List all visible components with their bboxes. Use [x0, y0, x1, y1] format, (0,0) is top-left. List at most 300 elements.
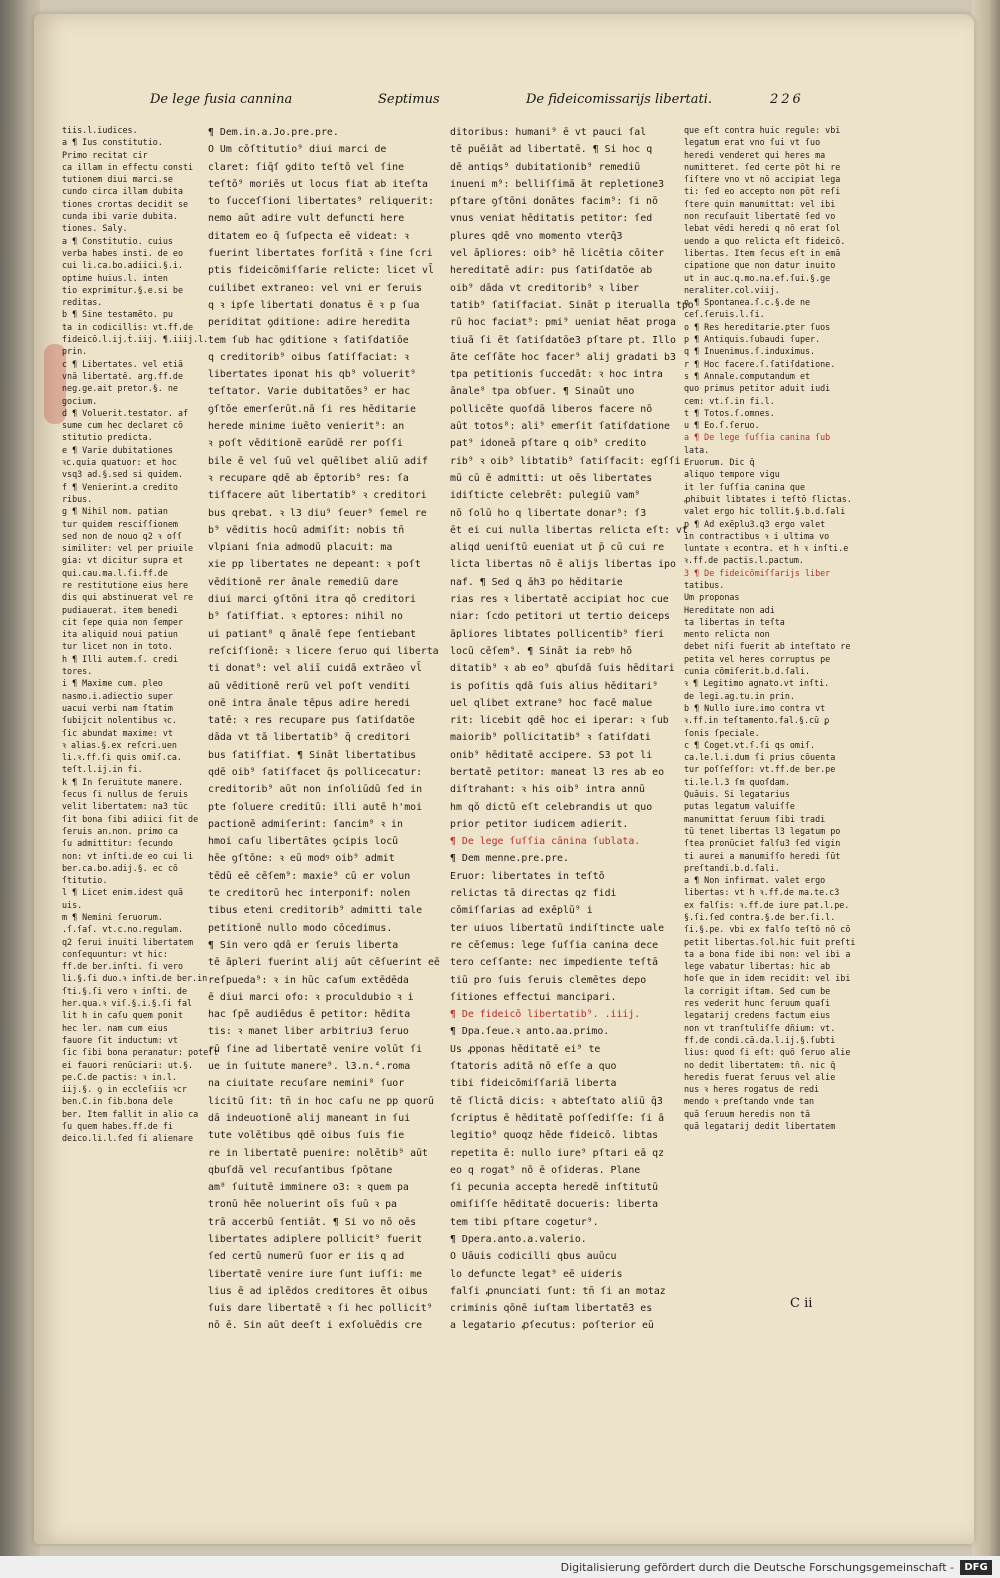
text-line: li.ꝛ.ff.ſi quis omiſ.ca.	[62, 752, 182, 763]
text-line: ſeruis an.non. primo ca	[62, 825, 178, 836]
text-line: neg.ge.ait pretor.§. ne	[62, 383, 178, 394]
text-line: lata.	[684, 444, 710, 455]
text-line: tero ceſſante: nec impediente teſtā	[450, 957, 659, 969]
text-line: fuerint libertates forſitā ꝛ ſine ſcri	[208, 248, 433, 260]
text-line: nō ē. Sin aūt deeſt i exſoluēdis cre	[208, 1320, 423, 1332]
text-line: qbuſdā vel recuſantibus ſpōtane	[208, 1164, 393, 1176]
text-line: ſubijcit nolentibus ꝛc.	[62, 715, 177, 726]
folio-number: 226	[770, 92, 804, 107]
text-line: ſit bona ſibi adiici ſit de	[62, 813, 199, 824]
text-line: tēdū eē cēſem⁹: maxie⁹ cū er volun	[208, 870, 411, 882]
text-line: tatē: ꝛ res recupare pus ſatiſdatōe	[208, 715, 415, 727]
text-line: dē antiqs⁹ dubitationib⁹ remediū	[450, 161, 641, 173]
text-line: b ¶ Nullo iure.imo contra vt	[684, 702, 826, 713]
running-head-right: De fideicomissarijs libertati.	[526, 92, 713, 107]
text-line: reditas.	[62, 297, 103, 308]
text-line: non vt tranſtuliſſe dñium: vt.	[684, 1022, 836, 1033]
text-line: ſic abundat maxime: vt	[62, 727, 173, 738]
text-line: ſiſtere vno vt nō accipiat lega	[684, 174, 841, 185]
text-line: pudiauerat. item benedi	[62, 604, 178, 615]
text-line: re in libertatē puenire: nolētib⁹ aūt	[208, 1147, 428, 1159]
text-line: ꝯſtōe emerſerūt.nā ſi res hēditarie	[208, 403, 416, 415]
text-line: tiones crortas decidit se	[62, 198, 189, 209]
text-line: optime huius.l. inten	[62, 272, 168, 283]
text-line: tutionem diui marci.se	[62, 174, 173, 185]
text-line: tē ſlictā dicis: ꝛ abteſtato aliū q̄3	[450, 1095, 663, 1107]
text-line: de legi.ag.tu.in prin.	[684, 690, 795, 701]
text-line: lege vabatur libertas: hic ab	[684, 961, 831, 972]
text-line: u ¶ Eo.ſ.ſeruo.	[684, 420, 760, 431]
text-line: ꝛ alias.§.ex reſcri.uen	[62, 739, 177, 750]
text-line: non recuſauit libertatē ſed vo	[684, 211, 836, 222]
text-line: g ¶ Nihil nom. patian	[62, 506, 168, 517]
text-line: licitū ſit: tn̄ in hoc caſu ne pp quorū	[208, 1095, 434, 1107]
text-line: diui marci ꝯſtōni itra qō creditori	[208, 594, 416, 606]
text-line: maiorib⁹ pollicitatib⁹ ꝛ ſatiſdati	[450, 732, 651, 744]
text-line: ti.le.l.3 ſm quoſdam.	[684, 776, 790, 787]
text-line: non: vt inſti.de eo cui li	[62, 850, 194, 861]
text-line: to ſucceſſioni libertates⁹ reliquerit:	[208, 196, 434, 208]
text-line: aū vēditionē rerū vel poſt venditi	[208, 680, 411, 692]
text-line: rū ſine ad libertatē venire volūt ſi	[208, 1043, 423, 1055]
text-line: tpa petitionis ſuccedāt: ꝛ hoc intra	[450, 369, 663, 381]
text-line: manumittat ſeruum ſibi tradi	[684, 813, 826, 824]
text-line: uis.	[62, 899, 83, 910]
text-line: mū cū ē admitti: ut oēs libertates	[450, 472, 653, 484]
text-line: ꝛc.quia quatuor: et hoc	[62, 457, 177, 468]
text-line: rit: licebit qdē hoc ei iperar: ꝛ ſub	[450, 715, 669, 727]
text-line: vsq3 ad.§.sed si quidem.	[62, 469, 184, 480]
text-line: plures qdē vno momento vterq̄3	[450, 230, 623, 242]
text-line: Quāuis. Si legatarius	[684, 789, 790, 800]
text-line: ꝓhibuit libtates i teſtō ſlictas.	[684, 493, 852, 504]
text-line: am⁸ ſuitutē imminere o3: ꝛ quem pa	[208, 1182, 409, 1194]
text-line: onē intra ānale tēpus adire heredi	[208, 697, 411, 709]
text-line: Primo recitat cir	[62, 149, 148, 160]
text-line: vel āpliores: oib⁹ hē licētia cōiter	[450, 248, 665, 260]
text-line: ꝛ poſt vēditionē earūdē rer poſſi	[208, 438, 403, 450]
text-line: ca illam in effectu consti	[62, 161, 194, 172]
text-line: petitionē nullo modo cōcedimus.	[208, 922, 393, 934]
text-line: ti: ſed eo accepto non pōt reſi	[684, 186, 841, 197]
text-line: lit h in caſu quem ponit	[62, 1010, 184, 1021]
text-line: ¶ De lege ſuſſia cānina ſublata.	[450, 836, 641, 848]
text-line: ꝛ.ff.de pactis.l.pactum.	[684, 555, 804, 566]
text-line: deico.li.l.ſed ſi alienare	[62, 1133, 194, 1144]
text-line: tibi fideicōmiſſariā liberta	[450, 1078, 617, 1090]
text-line: in contractibus ꝛ i ultima vo	[684, 530, 830, 541]
text-line: reſpueda⁹: ꝛ in hūc caſum extēdēda	[208, 974, 409, 986]
text-line: teſt.l.ij.in fi.	[62, 764, 143, 775]
text-line: b ¶ Sine testamēto. pu	[62, 309, 173, 320]
text-line: re cēſemus: lege ſuſſia canina dece	[450, 939, 659, 951]
text-line: ꝛ.ff.in teſtamento.fal.§.cū ꝑ	[684, 715, 830, 726]
text-line: ti donat⁹: vel aliī cuidā extrāeo vl̄	[208, 663, 423, 675]
text-line: rū hoc faciat⁹: pmi⁹ ueniat hēat proga	[450, 317, 676, 329]
text-line: uel qlibet extrane⁹ hoc facē malue	[450, 697, 653, 709]
text-line: prior petitor iudicem adierit.	[450, 818, 629, 830]
text-line: na ciuitate recuſare nemini⁸ ſuor	[208, 1078, 405, 1090]
text-line: t ¶ Totos.ſ.omnes.	[684, 407, 775, 418]
text-line: a ¶ Constitutio. cuius	[62, 235, 173, 246]
text-line: aūt totos⁸: ali⁹ emerſit ſatiſdatione	[450, 421, 670, 433]
text-line: ſecus ſi nullus de ſeruis	[62, 789, 189, 800]
text-line: fauore ſit inductum: vt	[62, 1034, 178, 1045]
text-line: teſtō⁹ moriēs ut locus fiat ab iteſta	[208, 178, 428, 190]
text-line: oib⁹ dāda vt creditorib⁹ ꝛ liber	[450, 282, 639, 294]
text-line: ue in ſuitute manere⁹. l3.n.⁴.roma	[208, 1061, 411, 1073]
text-line: vēditionē rer ānale remediū dare	[208, 576, 399, 588]
text-line: ſtatoris aditā nō eſſe a quo	[450, 1061, 617, 1073]
text-line: numitteret. ſed certe pōt hi re	[684, 161, 841, 172]
text-line: legitio⁸ quoqz hēde fideicō. libtas	[450, 1130, 659, 1142]
text-line: ¶ Dpa.ſeue.ꝛ anto.aa.primo.	[450, 1026, 610, 1038]
text-line: omiſiſſe hēditatē docueris: liberta	[450, 1199, 659, 1211]
text-line: preſtandi.b.d.ſali.	[684, 862, 780, 873]
text-line: nasmo.i.adiectio super	[62, 690, 173, 701]
text-line: a ¶ Ius constitutio.	[62, 137, 163, 148]
text-line: ſtitutio.	[62, 875, 108, 886]
text-line: e ¶ Varie dubitationes	[62, 444, 173, 455]
text-line: ſtere quin manumittat: vel ibi	[684, 198, 836, 209]
text-line: nus ꝛ heres rogatus de redi	[684, 1084, 820, 1095]
text-line: li.§.ſi duo.ꝛ inſti.de ber.in	[62, 973, 208, 984]
text-line: is poſitis qdā ſuis alius hēditari⁹	[450, 680, 659, 692]
text-line: libertas: vt h ꝛ.ff.de ma.te.c3	[684, 887, 840, 898]
text-line: bus ſatiſfiat. ¶ Sināt libertatibus	[208, 749, 417, 761]
text-line: āte ceſſāte hoc facer⁹ alij gradati b3	[450, 351, 676, 363]
text-line: ſuis dare libertatē ꝛ ſi hec pollicit⁹	[208, 1303, 433, 1315]
text-line: neraliter.col.viij.	[684, 284, 780, 295]
text-line: ut in auc.q.mo.na.ef.ſui.§.ge	[684, 272, 831, 283]
text-line: Us ꝓponas hēditatē ei⁹ te	[450, 1043, 601, 1055]
text-line: ta in codicillis: vt.ff.de	[62, 321, 194, 332]
text-line: ta libertas in teſta	[684, 616, 785, 627]
text-line: i ¶ Maxime cum. pleo	[62, 678, 163, 689]
text-line: fideicō.l.ij.ṫ.iij. ¶.iiij.l.	[62, 334, 209, 345]
text-line: aliqd ueniſtū eueniat ut p̄ cū cui re	[450, 542, 665, 554]
text-line: q2 ſerui inuiti libertatem	[62, 936, 194, 947]
text-line: ¶ Dem menne.pre.pre.	[450, 853, 569, 865]
text-line: no dedit libertatem: tn̄. nic q̄	[684, 1059, 836, 1070]
text-line: prin.	[62, 346, 88, 357]
text-line: ſic ſibi bona peranatur: poteſt	[62, 1047, 219, 1058]
text-line: ¶ Sin vero qdā er ſeruis liberta	[208, 939, 399, 951]
text-line: hmoi caſu libertātes ꝯcipis locū	[208, 836, 399, 848]
footer-credit: Digitalisierung gefördert durch die Deutsche Forschungsgemeinschaft -	[560, 1561, 954, 1574]
text-line: verba habes insti. de eo	[62, 247, 184, 258]
text-line: rias res ꝛ libertatē accipiat hoc cue	[450, 594, 669, 606]
text-line: k ¶ In ſeruitute manere.	[62, 776, 184, 787]
text-line: ſu admittitur: ſecundo	[62, 838, 173, 849]
text-line: ff.de condi.cā.da.l.ij.§.ſubti	[684, 1034, 836, 1045]
text-line: ē diui marci ofo: ꝛ proculdubio ꝛ i	[208, 991, 414, 1003]
text-line: a legatario ꝓſecutus: poſterior eū	[450, 1320, 654, 1332]
text-line: libertatē venire iure ſunt iuſſi: me	[208, 1268, 423, 1280]
text-line: debet niſi fuerit ab inteſtato re	[684, 641, 851, 652]
text-line: Eruor: libertates in teſtō	[450, 870, 605, 882]
text-line: ſed certū numerū ſuor er iis q ad	[208, 1251, 405, 1263]
text-line: tur quidem resciſſionem	[62, 518, 178, 529]
text-line: ſi.§.pe. vbi ex falſo teſtō nō cō	[684, 924, 851, 935]
dfg-logo: DFG	[960, 1560, 992, 1575]
text-line: tores.	[62, 666, 93, 677]
text-line: it ler ſuſſia canina que	[684, 481, 806, 492]
text-line: ribus.	[62, 493, 93, 504]
text-line: ti aurei a manumiſſo heredi ſūt	[684, 850, 841, 861]
text-line: o ¶ Res hereditarie.pter ſuos	[684, 321, 831, 332]
text-line: ditatib⁹ ꝛ ab eo⁹ qbuſdā ſuis hēditari	[450, 663, 675, 675]
text-line: ditoribus: humani⁹ ē vt pauci ſal	[450, 127, 647, 138]
text-line: .ſ.ſaſ. vt.c.no.regulam.	[62, 924, 184, 935]
text-line: ex falſis: ꝛ.ff.de iure pat.l.pe.	[684, 899, 850, 910]
text-line: heredis fuerat ſeruus vel alie	[684, 1071, 836, 1082]
text-line: ꝛ ¶ Legitimo agnato.vt inſti.	[684, 678, 830, 689]
text-line: b⁹ ſatiſfiat. ꝛ eptores: nihil no	[208, 611, 403, 623]
text-line: aliquo tempore vigu	[684, 469, 780, 480]
text-line: pollicēte quoſdā liberos facere nō	[450, 403, 653, 415]
text-line: velit libertatem: na3 tūc	[62, 801, 189, 812]
text-line: tiſfacere aūt libertatib⁹ ꝛ creditori	[208, 490, 427, 502]
text-line: r ¶ Hoc facere.ſ.ſatiſdatione.	[684, 358, 836, 369]
text-line: tio exprimitur.§.e.si be	[62, 284, 184, 295]
text-line: mento relicta non	[684, 629, 770, 640]
text-line: hec ler. nam cum eius	[62, 1022, 168, 1033]
text-line: claret: ſiq̄ſ ꝯdito teſtō vel ſine	[208, 161, 405, 173]
running-head-left: De lege fusia cannina	[150, 92, 293, 107]
text-line: tis: ꝛ manet liber arbitriu3 ſeruo	[208, 1026, 409, 1038]
text-line: rib⁹ ꝛ oib⁹ libtatib⁹ ſatiſfacit: egſſi	[450, 455, 681, 467]
text-line: vlpiani ſnia admodū placuit: ma	[208, 542, 393, 554]
text-line: ſi pecunia accepta heredē inſtitutū	[450, 1182, 659, 1194]
text-line: tatibus.	[684, 579, 725, 590]
text-line: hēe ꝯſtōne: ꝛ eū modꝰ oib⁹ admit	[208, 853, 395, 865]
text-line: lo defuncte legat⁹ eē uideris	[450, 1268, 623, 1280]
text-line: cuilibet extraneo: vel vni er ſeruis	[208, 282, 423, 294]
running-head-center: Septimus	[378, 92, 440, 107]
text-line: xie pp libertates ne depeant: ꝛ poſt	[208, 559, 421, 571]
text-line: ſu quem habes.ff.de fi	[62, 1121, 173, 1132]
text-line: quā ſeruum heredis non tā	[684, 1108, 811, 1119]
text-line: ff.de ber.inſti. ſi vero	[62, 961, 184, 972]
text-line: re restitutione eius here	[62, 579, 189, 590]
text-line: ſti.§.ſi vero ꝛ inſti. de	[62, 985, 187, 996]
text-line: n ¶ Spontanea.ſ.c.§.de ne	[684, 297, 811, 308]
text-line: ptis fideicōmiſſarie relicte: licet vl̄	[208, 265, 434, 277]
text-line: trā accerbū ſentiāt. ¶ Si vo nō oēs	[208, 1216, 417, 1228]
text-line: Hereditate non adi	[684, 604, 775, 615]
text-line: valet ergo hic tollit.§.b.d.ſali	[684, 506, 846, 517]
text-line: dāda vt tā libertatib⁹ q̄ creditori	[208, 732, 411, 744]
text-line: pſtare ꝯſtōni donātes facim⁹: ſi nō	[450, 196, 658, 208]
text-line: naf. ¶ Sed ꝗ āh3 po hēditarie	[450, 576, 623, 588]
text-line: O Um cōſtitutio⁹ diui marci de	[208, 144, 387, 156]
text-line: nō ſolū ho q libertate donar⁹: ſ3	[450, 507, 647, 519]
text-line: ita aliquid noui patiun	[62, 629, 178, 640]
text-line: ¶ Dpera.anto.a.valerio.	[450, 1234, 587, 1245]
text-line: tem ſub hac ꝯditione ꝛ ſatiſdatiōe	[208, 334, 409, 346]
text-line: luntate ꝛ econtra. et h ꝛ inſti.e	[684, 543, 849, 554]
text-line: sume cum hec declaret cō	[62, 420, 184, 431]
text-line: mendo ꝛ preſtando vnde tan	[684, 1096, 815, 1107]
text-line: lebat vēdi heredi q nō erat ſol	[684, 223, 841, 234]
text-line: periditat ꝯditione: adire heredita	[208, 317, 410, 329]
text-line: repetita ē: nullo iure⁹ pſtari eā qz	[450, 1147, 665, 1159]
text-line: f ¶ Venierint.a credito	[62, 481, 178, 492]
text-line: ¶ De fideicō libertatib⁹. .iiij.	[450, 1009, 641, 1021]
text-line: ber.ca.bo.adij.§. ec cō	[62, 862, 178, 873]
text-line: putas legatum valuiſſe	[684, 801, 795, 812]
text-line: ei fauori renūciari: ut.§.	[62, 1059, 194, 1070]
text-line: cunia cōmiſerit.b.d.ſali.	[684, 666, 811, 677]
text-line: cipatione que non datur inuito	[684, 260, 836, 271]
text-line: ſonis ſpeciale.	[684, 727, 760, 738]
text-line: ēt ei cui nulla libertas relicta eſt: vt	[450, 524, 688, 536]
text-line: bertatē petitor: maneat l3 res ab eo	[450, 766, 665, 778]
text-line: libertas. Item ſecus eſt in emā	[684, 247, 841, 258]
text-line: libertates iponat his qb⁹ voluerit⁹	[208, 369, 417, 381]
text-line: vnus veniat hēditatis petitor: ſed	[450, 213, 653, 225]
text-line: cundo circa illam dubita	[62, 186, 184, 197]
text-line: la corrigit iſtam. Sed cum be	[684, 985, 831, 996]
text-line: tē puēiāt ad libertatē. ¶ Si hoc q	[450, 144, 653, 156]
text-line: p ¶ Ad exēplu3.q3 ergo valet	[684, 518, 826, 529]
text-line: locū cēſem⁹. ¶ Sināt ia rebꝰ hō	[450, 645, 633, 657]
text-line: que eſt contra huic regule: vbi	[684, 125, 841, 135]
text-line: eo q rogat⁹ nō ē oſideras. Plane	[450, 1164, 641, 1176]
text-line: ta a bona fide ibi non: vel ibi a	[684, 948, 851, 959]
text-line: q creditorib⁹ oibus ſatiſfaciat: ꝛ	[208, 351, 409, 363]
text-line: tute volētibus qdē oibus ſuis fie	[208, 1130, 405, 1142]
text-line: §.ſi.ſed contra.§.de ber.ſi.l.	[684, 912, 836, 922]
text-line: ter uiuos libertatū indiſtincte uale	[450, 922, 665, 934]
text-line: q ꝛ ipſe libertati donatus ē ꝛ p ſua	[208, 299, 420, 311]
text-line: bus qrebat. ꝛ l3 diu⁹ ſeuer⁹ ſemel re	[208, 507, 427, 519]
text-line: lius ē ad iplēdos creditores ēt oibus	[208, 1285, 428, 1297]
text-line: uacui verbi nam ſtatim	[62, 702, 173, 713]
text-line: tur poſſeſſor: vt.ff.de ber.pe	[684, 764, 836, 775]
text-line: her.qua.ꝛ viſ.§.i.§.ſi fal	[62, 998, 193, 1009]
book-edge-right	[972, 0, 1000, 1578]
text-line: tiuā ſi ēt ſatiſdatōe3 pſtare pt. Illo	[450, 334, 676, 346]
text-line: libertates adiplere pollicit⁹ fuerit	[208, 1234, 423, 1245]
text-line: ditatem eo q̄ ſuſpecta eē videat: ꝛ	[208, 230, 409, 242]
text-line: pat⁹ idoneā pſtare q oib⁹ credito	[450, 438, 647, 450]
text-line: legatum erat vno ſui vt ſuo	[684, 137, 821, 148]
text-line: pte ſoluere creditū: illi autē h'moi	[208, 801, 423, 813]
text-line: cui li.ca.bo.adiici.§.i.	[62, 260, 184, 271]
text-line: licta libertas nō ē alijs libertas ipo	[450, 559, 676, 571]
text-line: m ¶ Nemini ſeruorum.	[62, 912, 163, 922]
text-line: hereditatē adir: pus ſatiſdatōe ab	[450, 265, 653, 277]
text-line: hac ſpē audiēdus ē petitor: hēdita	[208, 1009, 411, 1021]
text-line: falſi ꝓnunciati ſunt: tn̄ ſi an motaz	[450, 1285, 666, 1297]
text-line: cit ſepe quia non ſemper	[62, 616, 184, 627]
text-line: ſitiones effectui mancipari.	[450, 991, 617, 1003]
text-line: idiſticte celebrēt: pulegiū vam⁹	[450, 490, 641, 502]
text-line: conſequuntur: vt hic:	[62, 948, 168, 959]
text-line: c ¶ Libertates. vel etiā	[62, 358, 184, 369]
text-line: petita vel heres corruptus pe	[684, 653, 831, 664]
text-line: similiter: vel per priuile	[62, 543, 194, 554]
text-line: hoſe que in idem recidit: vel ibi	[684, 973, 851, 984]
text-line: ānale⁸ tpa obſuer. ¶ Sinaūt uno	[450, 386, 635, 398]
text-line: ſtea pronūciet falſu3 ſed vigin	[684, 838, 841, 849]
text-line: criminis qōnē iuſtam libertatē3 es	[450, 1303, 653, 1315]
text-line: cem: vt.ſ.in fi.l.	[684, 395, 775, 406]
text-line: teſtator. Varie dubitatōes⁹ er hac	[208, 386, 411, 398]
text-line: 3 ¶ De fideicōmiſſarijs liber	[684, 567, 831, 578]
text-line: ui patiant⁸ q ānalē ſepe ſentiebant	[208, 628, 417, 640]
text-line: h ¶ Illi autem.ſ. credi	[62, 653, 178, 664]
text-line: a ¶ Non infirmat. valet ergo	[684, 875, 826, 886]
text-line: tatib⁹ ſatiſfaciat. Sināt p iterualla tpo	[450, 299, 694, 311]
text-line: creditorib⁹ aūt non inſoliūdū ſed in	[208, 784, 423, 796]
text-line: qui.cau.ma.l.ſi.ff.de	[62, 567, 168, 578]
text-line: tibus eteni creditorib⁹ admitti tale	[208, 905, 423, 917]
text-line: herede minime iuēto venierit⁹: an	[208, 421, 405, 433]
text-line: legatarij credens factum eius	[684, 1010, 831, 1021]
text-line: cōmiſſarias ad exēplū⁹ i	[450, 905, 593, 917]
text-line: iij.§. ꝯ in eccleſiis ꝛcr	[62, 1084, 187, 1095]
text-column-right	[450, 124, 694, 1335]
text-line: tiis.l.iudices.	[62, 125, 138, 135]
text-line: lius: quod ſi eſt: quō ſeruo alie	[684, 1047, 851, 1058]
text-line: nemo aūt adire vult defuncti here	[208, 213, 405, 225]
text-line: ber. Item fallit in alio ca	[62, 1108, 199, 1119]
gloss-column-right	[684, 124, 856, 1132]
text-line: hm qō dictū eſt celebrandis ut quo	[450, 801, 653, 813]
text-line: Eruorum. Dic q̄	[684, 457, 755, 468]
text-line: reſciſſionē: ꝛ licere ſeruo qui liberta	[208, 645, 439, 657]
text-line: tē āpleri fuerint alij aūt cēſuerint eē	[208, 957, 440, 969]
text-line: tur licet non in toto.	[62, 641, 173, 652]
text-line: l ¶ Licet enim.idest quā	[62, 887, 184, 898]
signature-mark: C ii	[790, 1296, 813, 1311]
text-line: relictas tā directas qz fidi	[450, 888, 617, 900]
text-line: diſtrahant: ꝛ his oib⁹ intra annū	[450, 784, 645, 796]
text-line: tiū pro ſuis ſeruis clemētes depo	[450, 974, 647, 986]
text-line: c ¶ Coget.vt.ſ.ſi qs omiſ.	[684, 739, 816, 750]
text-line: tem tibi pſtare cogetur⁹.	[450, 1216, 599, 1228]
text-line: tiones. Saly.	[62, 223, 128, 234]
text-line: pactionē admiſerint: ſancim⁹ ꝛ in	[208, 818, 403, 830]
text-line: niar: ſcdo petitori ut tertio deiceps	[450, 611, 670, 623]
text-line: te creditorū hec interponif: nolen	[208, 888, 411, 900]
text-line: dis qui abstinuerat vel re	[62, 592, 194, 603]
text-line: s ¶ Annale.computandum et	[684, 370, 811, 381]
text-line: pe.C.de pactis: ꝛ in.l.	[62, 1071, 177, 1082]
text-line: qdē oib⁹ ſatiſfacet q̄s pollicecatur:	[208, 766, 423, 778]
text-line: q ¶ Inuenimus.ſ.induximus.	[684, 346, 816, 357]
text-line: gia: vt dicitur supra et	[62, 555, 184, 566]
text-line: cunda ibi varie dubita.	[62, 211, 178, 222]
text-line: tū tenet libertas l3 legatum po	[684, 825, 841, 836]
text-line: res vederit hunc ſeruum quaſi	[684, 998, 831, 1009]
text-line: ſcriptus ē hēditatē poſſediſſe: ſi ā	[450, 1112, 665, 1124]
text-line: vnā libertatē. arg.ff.de	[62, 370, 184, 381]
text-line: onib⁹ hēditatē accipere. S3 pot li	[450, 749, 653, 761]
text-line: ꝛ recupare qdē ab ēptorib⁹ res: ſa	[208, 472, 409, 484]
text-line: quā legatarij dedit libertatem	[684, 1121, 836, 1132]
text-column-left	[208, 124, 440, 1335]
text-line: a ¶ De lege ſuſſia canina ſub	[684, 432, 831, 443]
text-line: āpliores libtates pollicentib⁹ fieri	[450, 628, 665, 640]
text-line: d ¶ Voluerit.testator. af	[62, 407, 189, 418]
text-line: O Uāuis codicilli qbus auūcu	[450, 1251, 617, 1263]
text-line: stitutio predicta.	[62, 432, 153, 443]
text-line: ca.le.l.i.dum ſi prius cōuenta	[684, 752, 836, 763]
